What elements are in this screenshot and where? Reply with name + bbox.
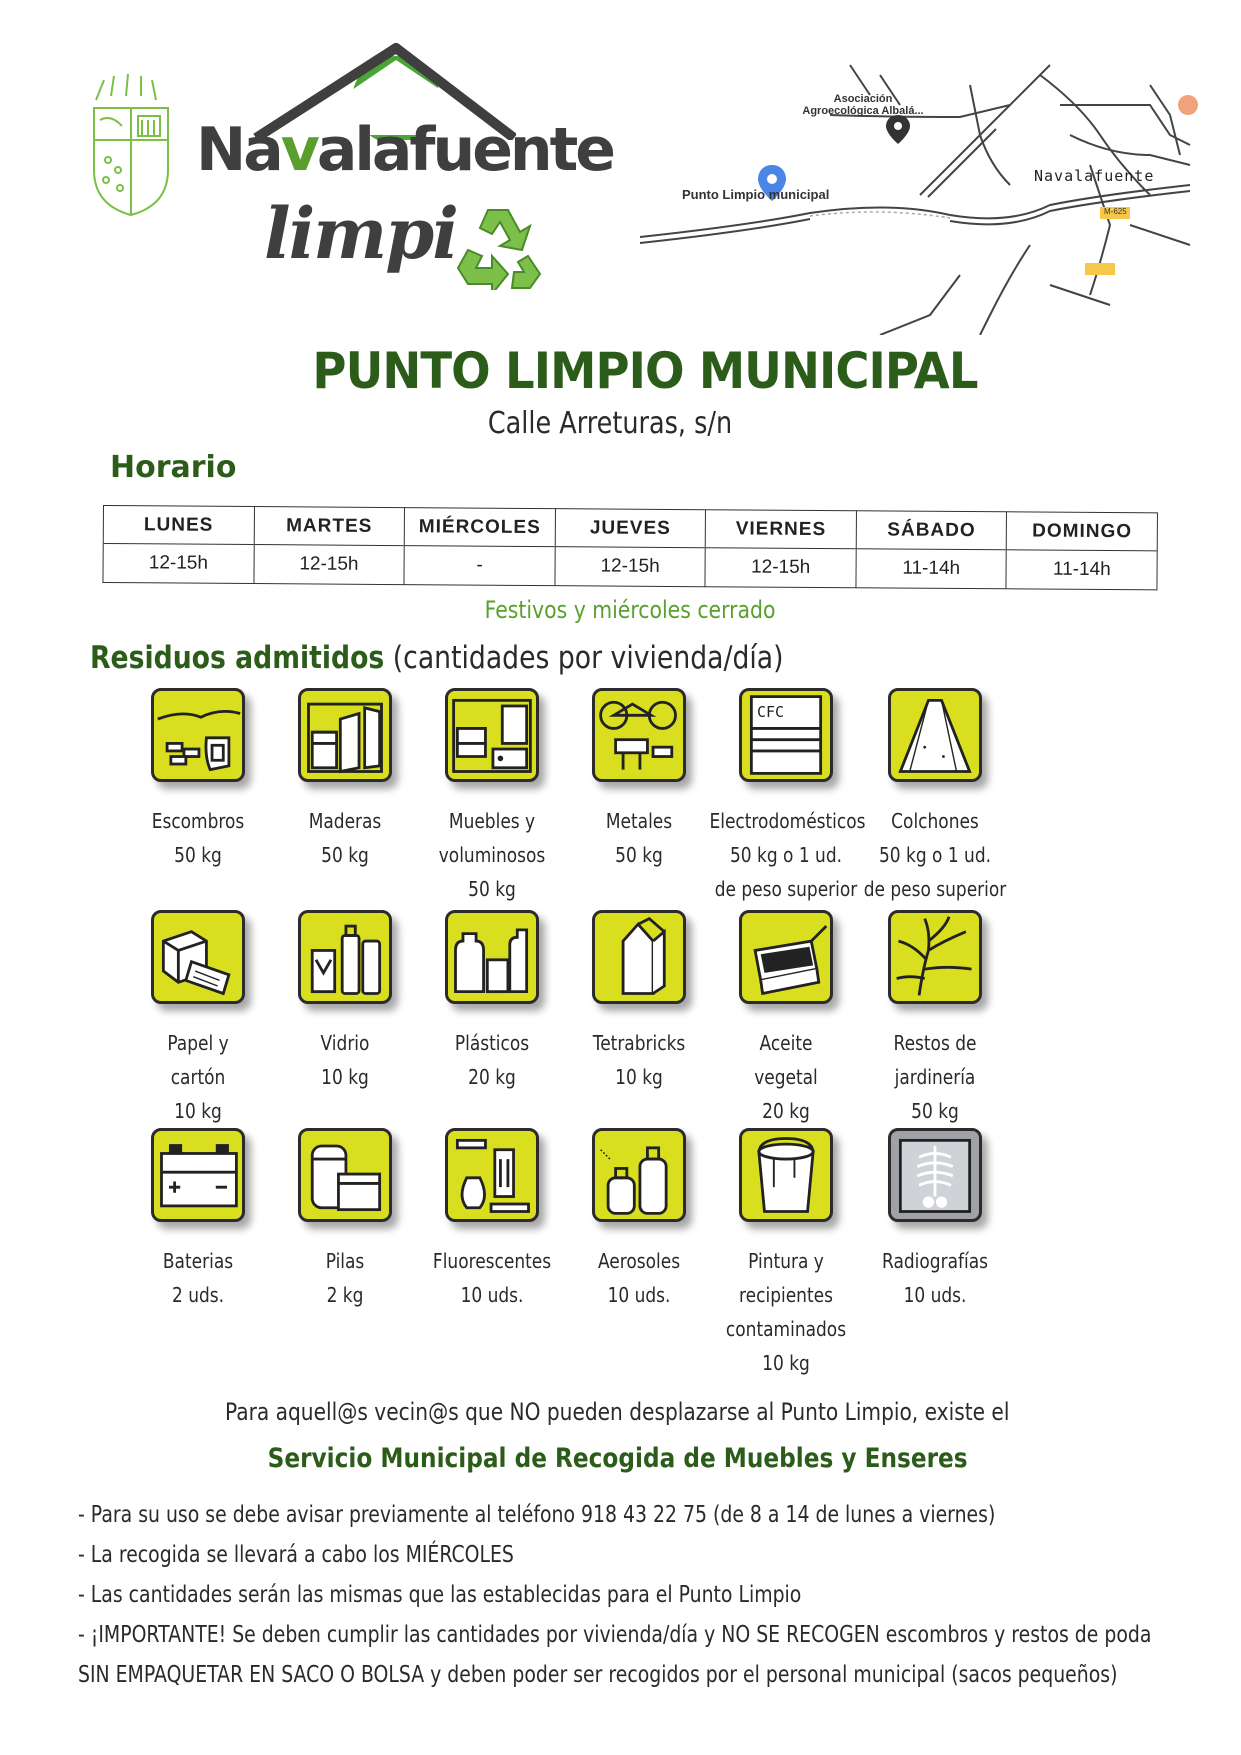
schedule-day-name: MIÉRCOLES [405,508,555,547]
service-note: - Las cantidades serán las mismas que las establecidas para el Punto Limpio [78,1582,802,1608]
xray-icon [888,1128,982,1222]
service-note: SIN EMPAQUETAR EN SACO O BOLSA y deben poder ser recogidos por el personal municipal (sacos pequeños) [78,1662,1118,1688]
tetrabrick-icon [592,910,686,1004]
waste-item-label: Fluorescentes 10 uds. [432,1249,552,1307]
map-town-label: Navalafuente [1034,167,1155,185]
mattress-icon [888,688,982,782]
service-title: Servicio Municipal de Recogida de Muebles y Enseres [267,1443,968,1474]
schedule-heading: Horario [110,450,237,485]
service-intro: Para aquell@s vecin@s que NO pueden desplazarse al Punto Limpio, existe el [225,1398,1010,1426]
aerosol-icon [592,1128,686,1222]
cell-battery-icon [298,1128,392,1222]
map-punto-label: Punto Limpio municipal [682,187,830,202]
schedule-table [102,505,1158,590]
location-map[interactable] [630,45,1200,335]
rubble-icon [151,688,245,782]
page-title: PUNTO LIMPIO MUNICIPAL [312,342,978,400]
schedule-day-hours: 12-15h [600,555,660,577]
oil-icon [739,910,833,1004]
paint-icon [739,1128,833,1222]
metal-icon [592,688,686,782]
waste-item-label: Aerosoles 10 uds. [597,1249,681,1307]
wood-icon [298,688,392,782]
schedule-day [1006,511,1158,590]
map-asociacion-label: Asociación Agroecológica Albalá... [802,93,924,117]
furniture-icon [445,688,539,782]
waste-item-label: Vidrio 10 kg [320,1031,370,1089]
paper-icon [151,910,245,1004]
waste-item-label: Papel y cartón 10 kg [167,1031,229,1123]
service-note: - La recogida se llevará a cabo los MIÉRCOLES [78,1542,514,1568]
schedule-day-hours: 11-14h [1052,558,1111,581]
schedule-day-name: SÁBADO [857,511,1007,550]
fluorescent-icon [445,1128,539,1222]
service-notes [78,1495,1152,1695]
waste-item-label: Maderas 50 kg [308,809,382,867]
navalafuente-logo [86,40,613,310]
closed-note: Festivos y miércoles cerrado [484,596,776,624]
plastic-icon [445,910,539,1004]
garden-icon [888,910,982,1004]
waste-item-label: Metales 50 kg [605,809,673,867]
waste-item-label: Tetrabricks 10 kg [592,1031,686,1089]
waste-item [845,688,1025,906]
schedule-day-hours: - [476,554,483,576]
waste-item-label: Baterias 2 uds. [162,1249,234,1307]
glass-icon [298,910,392,1004]
recycle-icon [448,200,548,290]
waste-item [845,1128,1025,1312]
waste-item [845,910,1025,1128]
schedule-day [705,509,856,588]
schedule-day-name: DOMINGO [1007,512,1157,551]
waste-item-label: Colchones 50 kg o 1 ud. de peso superior [863,809,1007,901]
map-road-label: M-625 [1104,207,1127,216]
residuos-heading: Residuos admitidos (cantidades por vivienda/día) [90,640,784,676]
schedule-day-name: LUNES [104,506,254,545]
brand-subtitle: limpi [264,192,457,275]
schedule-day-hours: 11-14h [902,557,961,579]
schedule-day [554,508,705,587]
waste-item-label: Electrodomésticos 50 kg o 1 ud. de peso superior [709,809,866,901]
schedule-day-name: MARTES [254,507,404,546]
battery-icon [151,1128,245,1222]
schedule-day [855,510,1006,589]
waste-item-label: Restos de jardinería 50 kg [893,1031,977,1123]
appliance-icon [739,688,833,782]
waste-item-label: Radiografías 10 uds. [882,1249,988,1307]
schedule-day-name: VIERNES [706,510,856,549]
waste-item-label: Plásticos 20 kg [454,1031,530,1089]
schedule-day [404,507,555,586]
schedule-day-hours: 12-15h [751,556,811,578]
brand-name: Navalafuente [196,115,613,185]
schedule-day [253,506,404,585]
schedule-day [102,505,253,584]
waste-item-label: Muebles y voluminosos 50 kg [438,809,546,901]
waste-item-label: Pintura y recipientes contaminados 10 kg [725,1249,847,1375]
schedule-day-hours: 12-15h [148,552,209,574]
service-note: - Para su uso se debe avisar previamente al teléfono 918 43 22 75 (de 8 a 14 de lunes a viernes) [78,1502,996,1528]
schedule-day-hours: 12-15h [299,553,359,575]
waste-item-label: Escombros 50 kg [151,809,245,867]
coat-of-arms-icon [86,70,176,220]
schedule-day-name: JUEVES [555,509,705,548]
cfc-label: CFC [756,703,785,722]
waste-item-label: Pilas 2 kg [325,1249,365,1307]
service-note: - ¡IMPORTANTE! Se deben cumplir las cantidades por vivienda/día y NO SE RECOGEN escombros y restos de poda [78,1622,1152,1648]
address: Calle Arreturas, s/n [487,406,733,441]
waste-item-label: Aceite vegetal 20 kg [754,1031,818,1123]
